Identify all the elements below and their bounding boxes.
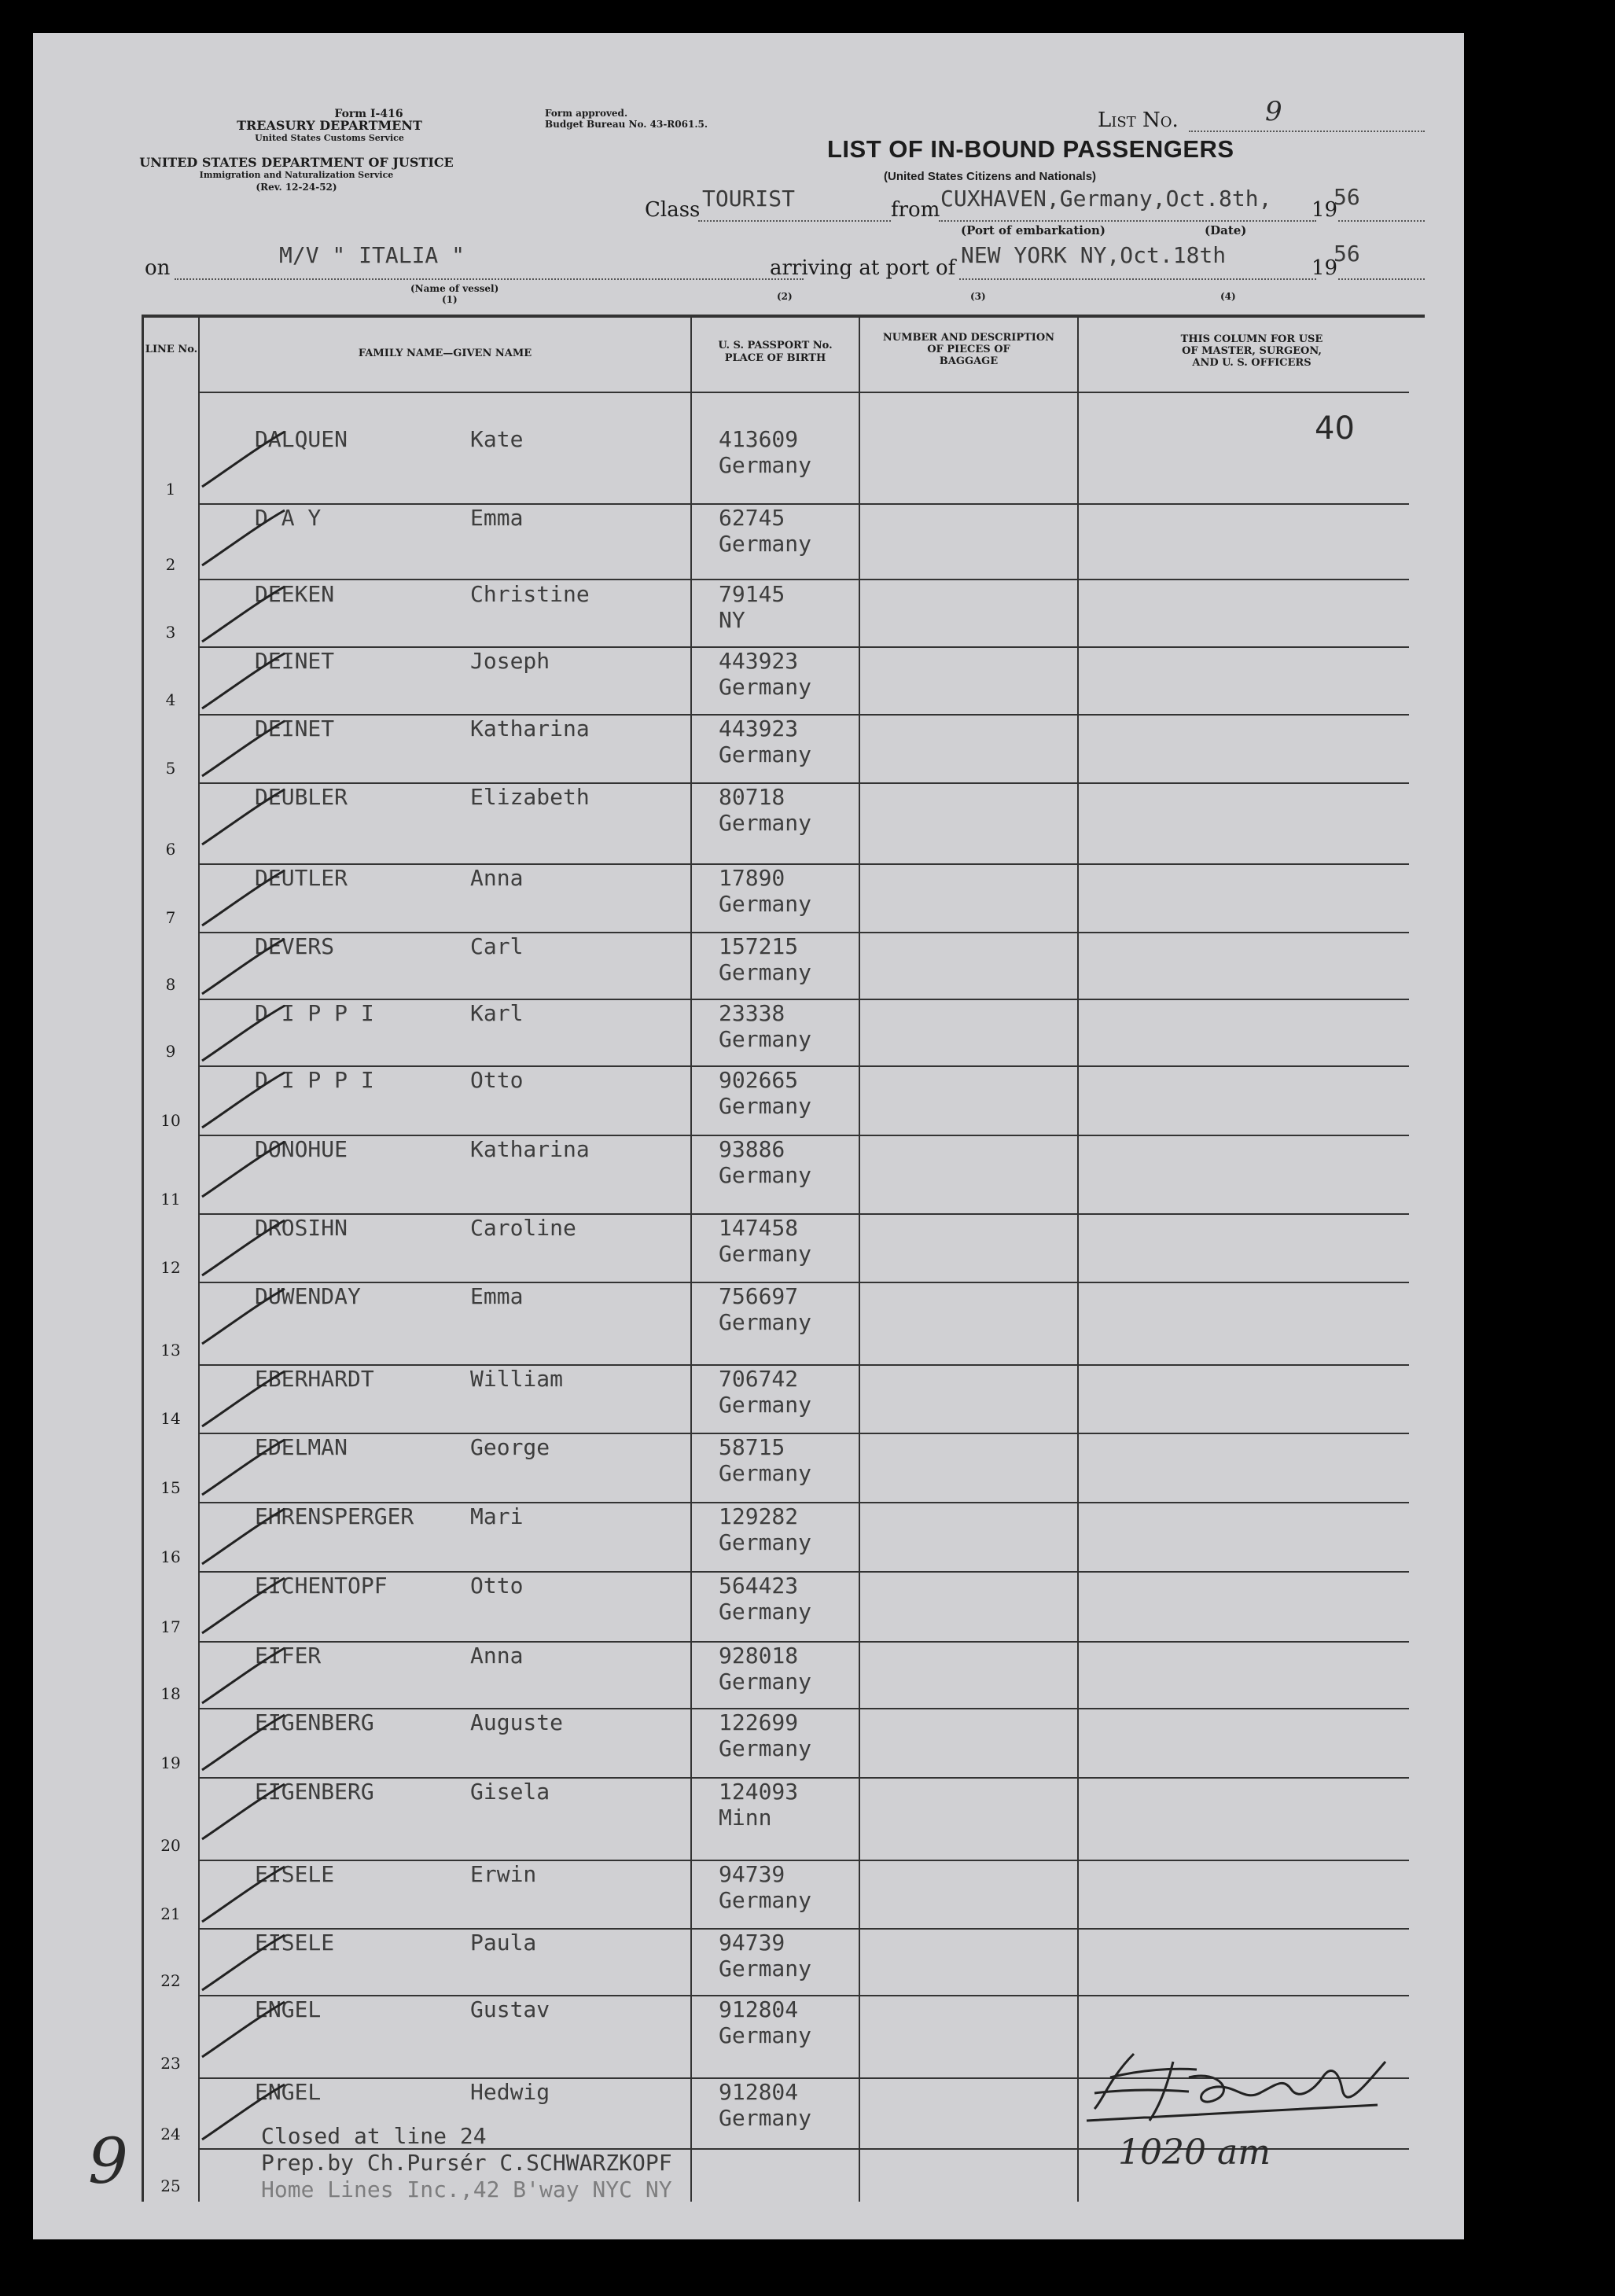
place-of-birth: Germany	[719, 1956, 812, 1981]
given-name: Karl	[470, 1000, 524, 1026]
passport-number: 147458	[719, 1215, 799, 1241]
given-name: Hedwig	[470, 2079, 550, 2105]
from-line	[939, 220, 1316, 222]
row-divider	[198, 1860, 1409, 1861]
signature	[1079, 2046, 1448, 2140]
family-name: DEUBLER	[255, 784, 348, 810]
passport-col-border	[859, 315, 860, 2202]
passport-number: 94739	[719, 1930, 785, 1956]
naturalization-service: Immigration and Naturalization Service	[199, 170, 394, 180]
given-name: Christine	[470, 581, 590, 607]
check-mark-icon	[186, 1216, 289, 1279]
given-name: Anna	[470, 865, 524, 891]
table-top-border	[142, 315, 1425, 318]
family-name: DEVERS	[255, 933, 335, 959]
row-divider	[198, 1708, 1409, 1709]
header-officers-3: AND U. S. OFFICERS	[1192, 357, 1311, 369]
line-number: 12	[160, 1258, 181, 1277]
home-lines: Home Lines Inc.,42 B'way NYC NY	[261, 2176, 672, 2202]
place-of-birth: Germany	[719, 1887, 812, 1913]
family-name: ENGEL	[255, 2079, 322, 2105]
passport-number: 129282	[719, 1503, 799, 1529]
check-mark-icon	[186, 583, 289, 646]
given-name: Elizabeth	[470, 784, 590, 810]
given-name: Mari	[470, 1503, 524, 1529]
passport-number: 443923	[719, 716, 799, 741]
check-mark-icon	[186, 1931, 289, 1994]
family-name: D A Y	[255, 505, 322, 531]
passport-number: 122699	[719, 1709, 799, 1735]
place-of-birth: Germany	[719, 452, 812, 478]
check-mark-icon	[186, 1138, 289, 1201]
passport-number: 706742	[719, 1366, 799, 1392]
from-label: from	[891, 198, 940, 222]
check-mark-icon	[186, 1436, 289, 1499]
budget-bureau: Budget Bureau No. 43-R061.5.	[545, 119, 708, 130]
passport-number: 93886	[719, 1136, 785, 1162]
passport-number: 443923	[719, 648, 799, 674]
line-number: 23	[160, 2054, 181, 2073]
check-mark-icon	[186, 867, 289, 929]
row-divider	[198, 1777, 1409, 1779]
family-name: DUWENDAY	[255, 1283, 361, 1309]
year-prefix-2: 19	[1311, 256, 1338, 280]
check-mark-icon	[186, 1574, 289, 1637]
check-mark-icon	[186, 1644, 289, 1707]
family-name: DALQUEN	[255, 426, 348, 452]
family-name: EISELE	[255, 1861, 335, 1887]
closed-note: Closed at line 24	[261, 2123, 487, 2149]
list-number: 9	[1265, 96, 1282, 127]
line-number: 13	[160, 1341, 181, 1360]
check-mark-icon	[186, 717, 289, 780]
date-caption: (Date)	[1205, 223, 1247, 237]
line-number: 24	[160, 2125, 181, 2143]
header-birth: PLACE OF BIRTH	[724, 352, 826, 364]
header-name: FAMILY NAME—GIVEN NAME	[358, 348, 532, 359]
given-name: George	[470, 1434, 550, 1460]
line-number: 25	[160, 2176, 181, 2195]
on-label: on	[145, 256, 171, 280]
passport-number: 756697	[719, 1283, 799, 1309]
family-name: EIGENBERG	[255, 1709, 374, 1735]
vessel-caption: (Name of vessel)	[410, 283, 499, 294]
place-of-birth: Germany	[719, 1460, 812, 1486]
customs-service: United States Customs Service	[255, 133, 404, 143]
check-mark-icon	[186, 1998, 289, 2061]
line-number: 21	[160, 1904, 181, 1923]
year-prefix-1: 19	[1311, 198, 1338, 222]
family-name: EDELMAN	[255, 1434, 348, 1460]
check-mark-icon	[186, 506, 289, 569]
family-name: EIGENBERG	[255, 1779, 374, 1805]
family-name: EIFER	[255, 1643, 322, 1669]
line-number: 1	[165, 480, 176, 499]
family-name: DROSIHN	[255, 1215, 348, 1241]
prepared-by: Prep.by Ch.Pursér C.SCHWARZKOPF	[261, 2150, 672, 2176]
place-of-birth: Germany	[719, 1093, 812, 1119]
given-name: Carl	[470, 933, 524, 959]
count-annotation: 40	[1315, 410, 1355, 447]
vessel-name: M/V " ITALIA "	[279, 242, 465, 268]
given-name: Gisela	[470, 1779, 550, 1805]
check-mark-icon	[186, 1780, 289, 1843]
row-divider	[198, 782, 1409, 784]
place-of-birth: Germany	[719, 959, 812, 985]
line-number: 4	[165, 690, 176, 709]
check-mark-icon	[186, 1863, 289, 1926]
row-divider	[198, 863, 1409, 865]
passport-number: 564423	[719, 1573, 799, 1599]
year-1: 56	[1334, 184, 1360, 210]
row-divider	[198, 1995, 1409, 1996]
row-divider	[198, 1641, 1409, 1643]
page-title: LIST OF IN-BOUND PASSENGERS	[827, 135, 1234, 163]
header-officers-2: OF MASTER, SURGEON,	[1182, 345, 1322, 357]
passport-number: 80718	[719, 784, 785, 810]
from-value: CUXHAVEN,Germany,Oct.8th,	[940, 186, 1272, 212]
list-label: List No.	[1098, 109, 1179, 132]
passport-number: 58715	[719, 1434, 785, 1460]
row-divider	[198, 1433, 1409, 1434]
given-name: Anna	[470, 1643, 524, 1669]
line-number: 10	[160, 1111, 181, 1130]
line-number: 19	[160, 1753, 181, 1772]
header-baggage-3: BAGGAGE	[939, 355, 999, 367]
place-of-birth: Germany	[719, 1392, 812, 1418]
given-name: Caroline	[470, 1215, 576, 1241]
check-mark-icon	[186, 1367, 289, 1430]
header-baggage-1: NUMBER AND DESCRIPTION	[882, 332, 1055, 344]
header-passport: U. S. PASSPORT No.	[718, 340, 833, 351]
line-number: 2	[165, 555, 176, 574]
place-of-birth: Germany	[719, 1026, 812, 1052]
row-divider	[198, 932, 1409, 933]
line-number: 22	[160, 1971, 181, 1990]
form-approved: Form approved.	[545, 108, 628, 119]
manifest-page	[33, 33, 1464, 2239]
check-mark-icon	[186, 1505, 289, 1568]
class-label: Class	[645, 198, 701, 222]
given-name: Emma	[470, 1283, 524, 1309]
check-mark-icon	[186, 1002, 289, 1065]
check-mark-icon	[186, 649, 289, 712]
line-number: 8	[165, 975, 176, 994]
table-left-border	[142, 315, 144, 2202]
family-name: DONOHUE	[255, 1136, 348, 1162]
baggage-col-border	[1077, 315, 1079, 2202]
place-of-birth: Germany	[719, 2105, 812, 2131]
treasury-department: TREASURY DEPARTMENT	[237, 118, 422, 133]
line-number: 7	[165, 908, 176, 927]
justice-department: UNITED STATES DEPARTMENT OF JUSTICE	[139, 155, 454, 170]
given-name: Katharina	[470, 1136, 590, 1162]
family-name: EBERHARDT	[255, 1366, 374, 1392]
place-of-birth: Germany	[719, 531, 812, 557]
family-name: EICHENTOPF	[255, 1573, 388, 1599]
name-col-border	[690, 315, 692, 2202]
passport-number: 124093	[719, 1779, 799, 1805]
row-divider	[198, 714, 1409, 716]
line-number: 17	[160, 1617, 181, 1636]
row-divider	[198, 1364, 1409, 1366]
arriving-value: NEW YORK NY,Oct.18th	[961, 242, 1227, 268]
family-name: EHRENSPERGER	[255, 1503, 414, 1529]
check-mark-icon	[186, 428, 289, 491]
given-name: William	[470, 1366, 564, 1392]
check-mark-icon	[186, 786, 289, 848]
col-num-3: (3)	[970, 291, 986, 302]
row-divider	[198, 646, 1409, 648]
header-officers-1: THIS COLUMN FOR USE	[1180, 333, 1323, 345]
year-line-1	[1338, 220, 1425, 222]
place-of-birth: Germany	[719, 674, 812, 700]
check-mark-icon	[186, 1069, 289, 1131]
place-of-birth: Germany	[719, 810, 812, 836]
place-of-birth: Germany	[719, 891, 812, 917]
col-num-2: (2)	[777, 291, 793, 302]
line-number: 16	[160, 1547, 181, 1566]
given-name: Otto	[470, 1067, 524, 1093]
place-of-birth: Germany	[719, 1599, 812, 1624]
arriving-line	[959, 278, 1316, 280]
line-number: 20	[160, 1836, 181, 1855]
year-2: 56	[1334, 241, 1360, 267]
signature-time: 1020 am	[1118, 2132, 1271, 2173]
row-divider	[198, 1135, 1409, 1136]
place-of-birth: Germany	[719, 2022, 812, 2048]
passport-number: 912804	[719, 1996, 799, 2022]
class-value: TOURIST	[702, 186, 796, 212]
given-name: Gustav	[470, 1996, 550, 2022]
given-name: Kate	[470, 426, 524, 452]
row-divider	[198, 1213, 1409, 1215]
list-no-line	[1189, 131, 1425, 132]
family-name: ENGEL	[255, 1996, 322, 2022]
header-line-no: LINE No.	[145, 344, 198, 355]
place-of-birth: Germany	[719, 1669, 812, 1694]
arriving-label: arriving at port of	[770, 256, 956, 280]
place-of-birth: NY	[719, 607, 745, 633]
place-of-birth: Germany	[719, 741, 812, 767]
given-name: Auguste	[470, 1709, 564, 1735]
given-name: Katharina	[470, 716, 590, 741]
page-subtitle: (United States Citizens and Nationals)	[884, 170, 1097, 183]
header-baggage-2: OF PIECES OF	[927, 344, 1010, 355]
row-divider	[198, 579, 1409, 580]
given-name: Otto	[470, 1573, 524, 1599]
passport-number: 912804	[719, 2079, 799, 2105]
passport-number: 62745	[719, 505, 785, 531]
line-number: 14	[160, 1409, 181, 1428]
place-of-birth: Germany	[719, 1309, 812, 1335]
place-of-birth: Minn	[719, 1805, 772, 1831]
place-of-birth: Germany	[719, 1162, 812, 1188]
vessel-caption-no: (1)	[442, 294, 458, 305]
family-name: D I P P I	[255, 1000, 374, 1026]
header-bottom-border	[198, 392, 1409, 393]
passport-number: 94739	[719, 1861, 785, 1887]
place-of-birth: Germany	[719, 1735, 812, 1761]
given-name: Emma	[470, 505, 524, 531]
port-embarkation-caption: (Port of embarkation)	[961, 223, 1105, 237]
line-number: 18	[160, 1684, 181, 1703]
passport-number: 79145	[719, 581, 785, 607]
line-number: 15	[160, 1478, 181, 1497]
passport-number: 902665	[719, 1067, 799, 1093]
passport-number: 157215	[719, 933, 799, 959]
passport-number: 928018	[719, 1643, 799, 1669]
line-number: 9	[165, 1042, 176, 1061]
row-divider	[198, 1282, 1409, 1283]
family-name: DEINET	[255, 648, 335, 674]
family-name: DEINET	[255, 716, 335, 741]
family-name: D I P P I	[255, 1067, 374, 1093]
passport-number: 23338	[719, 1000, 785, 1026]
given-name: Joseph	[470, 648, 550, 674]
col-num-4: (4)	[1220, 291, 1236, 302]
line-number: 5	[165, 759, 176, 778]
year-line-2	[1338, 278, 1425, 280]
check-mark-icon	[186, 935, 289, 998]
row-divider	[198, 1928, 1409, 1930]
row-divider	[198, 503, 1409, 505]
form-number: Form I-416	[334, 108, 403, 120]
place-of-birth: Germany	[719, 1241, 812, 1267]
margin-number: 9	[88, 2125, 128, 2198]
passport-number: 413609	[719, 426, 799, 452]
passport-number: 17890	[719, 865, 785, 891]
class-line	[698, 220, 891, 222]
vessel-line	[175, 278, 804, 280]
check-mark-icon	[186, 1711, 289, 1774]
place-of-birth: Germany	[719, 1529, 812, 1555]
family-name: EISELE	[255, 1930, 335, 1956]
line-number: 6	[165, 840, 176, 859]
line-number: 3	[165, 623, 176, 642]
line-number: 11	[160, 1190, 181, 1209]
row-divider	[198, 999, 1409, 1000]
family-name: DEEKEN	[255, 581, 335, 607]
given-name: Paula	[470, 1930, 537, 1956]
given-name: Erwin	[470, 1861, 537, 1887]
check-mark-icon	[186, 1285, 289, 1348]
row-divider	[198, 1065, 1409, 1067]
revision: (Rev. 12-24-52)	[256, 182, 337, 193]
family-name: DEUTLER	[255, 865, 348, 891]
